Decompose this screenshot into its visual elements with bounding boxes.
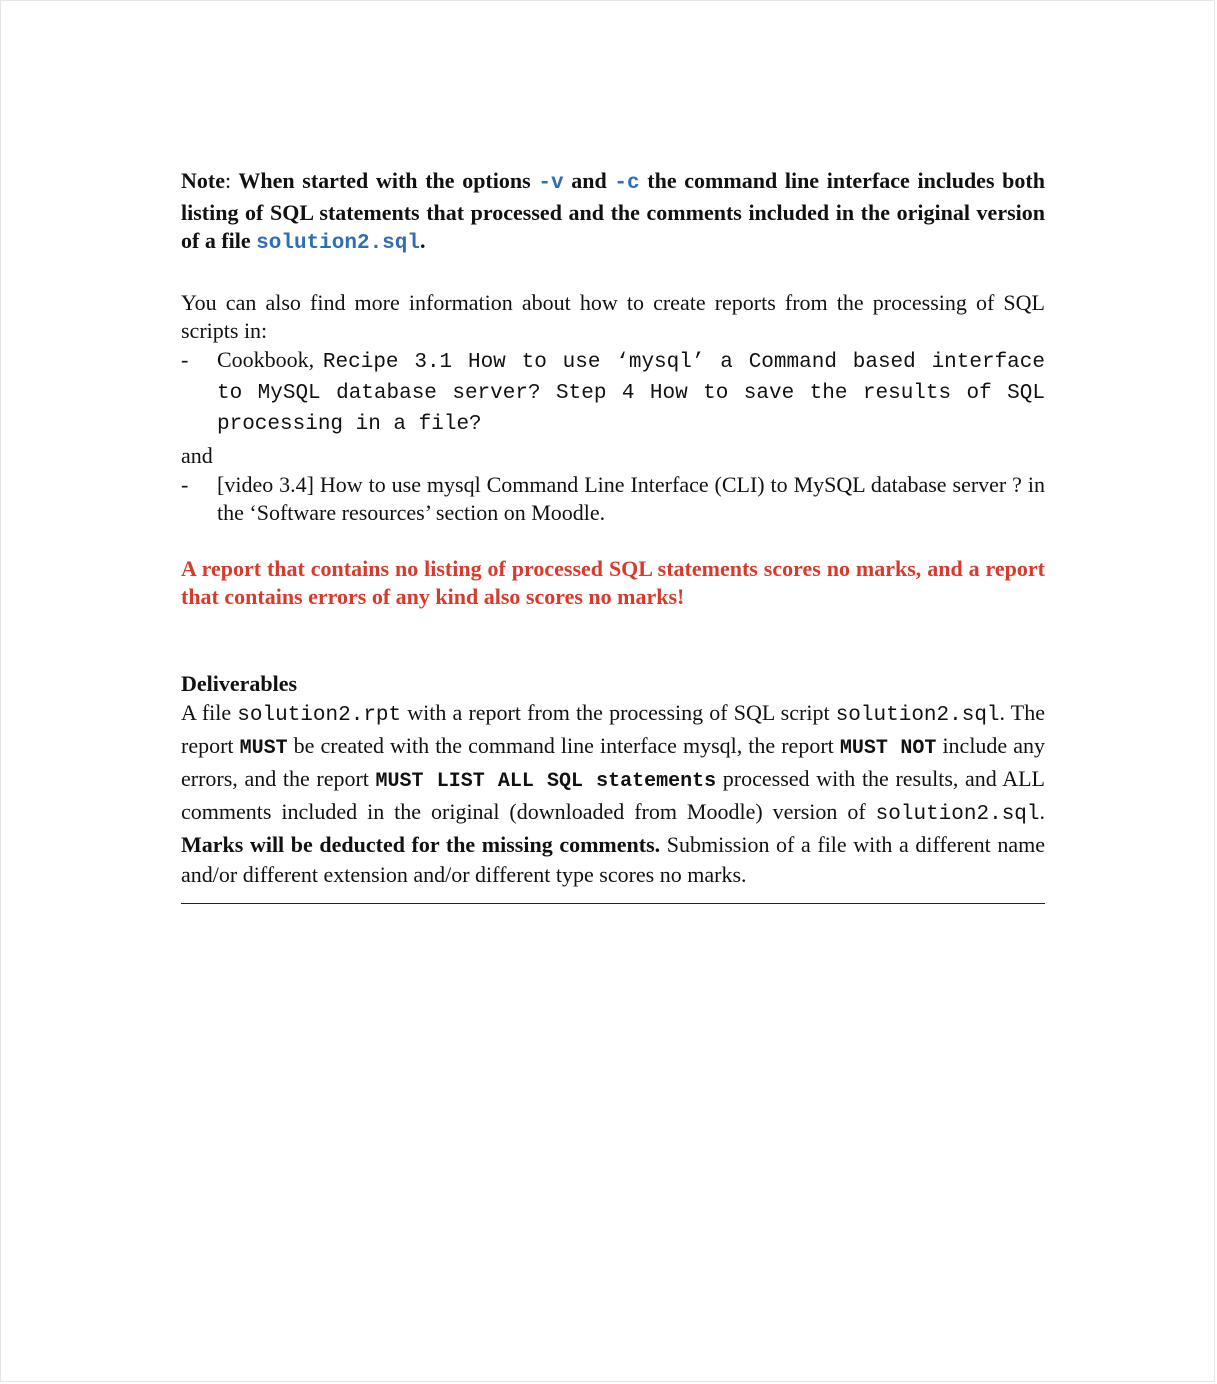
video-reference: [video 3.4] How to use mysql Command Line Interface (CLI) to MySQL database server ? in the ‘Software resources’ section on Moodle. xyxy=(217,471,1045,525)
deliverables-section xyxy=(181,670,1045,890)
deliv-text-4: be created with the command line interface mysql, the report xyxy=(287,732,840,758)
deliv-must: MUST xyxy=(239,736,288,760)
note-paragraph xyxy=(181,167,1045,259)
bullet-dash: - xyxy=(181,471,189,497)
note-text-4: . xyxy=(419,228,426,253)
document-body xyxy=(181,167,1045,890)
cookbook-reference xyxy=(217,346,1045,439)
deliv-marks-warning: Marks will be deducted for the missing comments. xyxy=(181,831,661,857)
deliv-filename-sql-2: solution2.sql xyxy=(875,802,1040,826)
deliv-must-not: MUST NOT xyxy=(839,736,937,760)
deliv-text-5: include any errors, and the report xyxy=(181,732,1046,791)
deliv-text-3: . The report xyxy=(181,699,1045,758)
option-v: -v xyxy=(538,172,564,195)
deliv-filename-rpt: solution2.rpt xyxy=(237,703,402,727)
bullet-dash: - xyxy=(181,346,189,372)
deliverables-heading: Deliverables xyxy=(181,670,298,696)
and-label: and xyxy=(181,442,213,468)
warning-text: A report that contains no listing of processed SQL statements scores no marks, and a report that contains errors of any kind also scores no marks! xyxy=(181,555,1045,609)
spacer xyxy=(181,259,1045,289)
deliv-text-6: processed with the results, and ALL comments included in the original (downloaded from Moodle) version of xyxy=(181,765,1045,824)
deliv-text-8: Submission of a file with a different name and/or different extension and/or different type scores no marks. xyxy=(181,831,1045,887)
deliverables-paragraph xyxy=(181,698,1045,890)
cookbook-recipe: Recipe 3.1 How to use ‘mysql’ a Command based interface to MySQL database server? Step 4 How to save the results of SQL processing in a file? xyxy=(217,350,1045,436)
deliv-must-list: MUST LIST ALL SQL statements xyxy=(375,769,717,793)
note-colon: : xyxy=(224,168,232,193)
note-filename: solution2.sql xyxy=(256,232,420,255)
deliv-filename-sql: solution2.sql xyxy=(835,703,1000,727)
spacer xyxy=(181,527,1045,555)
note-text-2: and xyxy=(563,168,615,193)
note-text-1: When started with the options xyxy=(231,168,539,193)
note-text-3: the command line interface includes both listing of SQL statements that processed and the comments included in the original version of a file xyxy=(181,168,1045,253)
list-item-video xyxy=(181,471,1045,527)
option-c: -c xyxy=(614,172,640,195)
deliv-text-7: . xyxy=(1039,798,1045,824)
deliv-text-2: with a report from the processing of SQL script xyxy=(401,699,836,725)
deliv-text-1: A file xyxy=(181,699,238,725)
list-item-cookbook xyxy=(181,346,1045,439)
cookbook-prefix: Cookbook, xyxy=(217,346,323,372)
note-label: Note xyxy=(181,168,225,193)
spacer xyxy=(181,612,1045,670)
horizontal-rule xyxy=(181,903,1045,904)
info-intro: You can also find more information about how to create reports from the processing of SQL scripts in: xyxy=(181,289,1045,343)
